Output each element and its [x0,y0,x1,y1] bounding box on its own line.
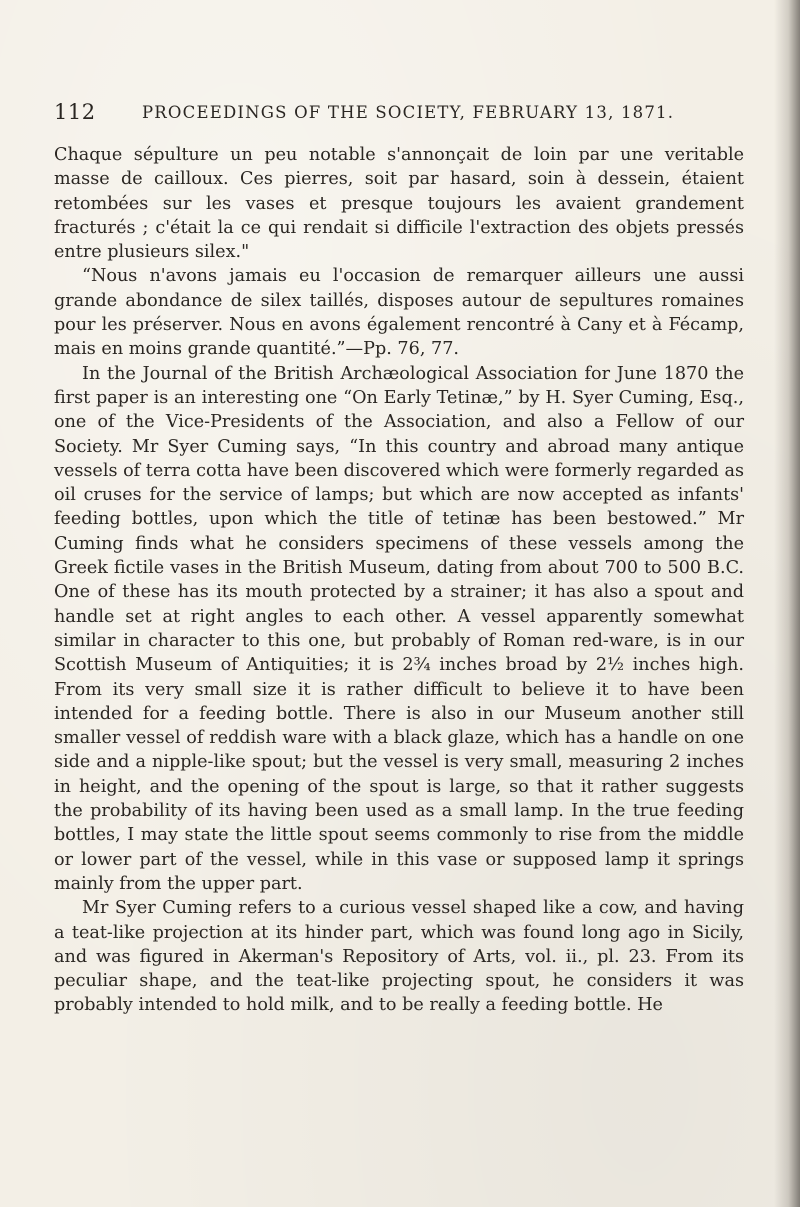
body-text [54,143,744,1018]
paragraph-2: “Nous n'avons jamais eu l'occasion de remarquer ailleurs une aussi grande abondance de silex taillés, disposes autour de sepultures romaines pour les préserver. Nous en avons également rencontré à Cany et à Fécamp, mais en moins grande quantité.”—Pp. 76, 77. [54,266,744,360]
page-edge-shadow [774,0,800,1207]
paragraph-3: In the Journal of the British Archæological Association for June 1870 the first paper is an interesting one “On Early Tetinæ,” by H. Syer Cuming, Esq., one of the Vice-Presidents of the Association, and also a Fellow of our Society. Mr Syer Cuming says, “In this country and abroad many antique vessels of terra cotta have been discovered which were formerly regarded as oil cruses for the service of lamps; but which are now accepted as infants' feeding bottles, upon which the title of tetinæ has been bestowed.” Mr Cuming finds what he considers specimens of these vessels among the Greek fictile vases in the British Museum, dating from about 700 to 500 B.C. One of these has its mouth protected by a strainer; it has also a spout and handle set at right angles to each other. A vessel apparently somewhat similar in character to this one, but probably of Roman red-ware, is in our Scottish Museum of Antiquities; it is 2¾ inches broad by 2½ inches high. From its very small size it is rather difficult to believe it to have been intended for a feeding bottle. There is also in our Museum another still smaller vessel of reddish ware with a black glaze, which has a handle on one side and a nipple-like spout; but the vessel is very small, measuring 2 inches in height, and the opening of the spout is large, so that it rather suggests the probability of its having been used as a small lamp. In the true feeding bottles, I may state the little spout seems commonly to rise from the middle or lower part of the vessel, while in this vase or supposed lamp it springs mainly from the upper part. [54,363,744,894]
paragraph-4: Mr Syer Cuming refers to a curious vessel shaped like a cow, and having a teat-like projection at its hinder part, which was found long ago in Sicily, and was figured in Akerman's Repository of Arts, vol. ii., pl. 23. From its peculiar shape, and the teat-like projecting spout, he considers it was probably intended to hold milk, and to be really a feeding bottle. He [54,898,744,1016]
page-header [54,100,754,130]
paragraph-1: Chaque sépulture un peu notable s'annonçait de loin par une veritable masse de cailloux. Ces pierres, soit par hasard, soin à dessein, étaient retombées sur les vases et presque toujours les avaient grandement fracturés ; c'était la ce qui rendait si difficile l'extraction des objets pressés entre plusieurs silex." [54,145,744,263]
running-head: PROCEEDINGS OF THE SOCIETY, FEBRUARY 13, 1871. [142,103,675,122]
page-number: 112 [54,100,96,124]
